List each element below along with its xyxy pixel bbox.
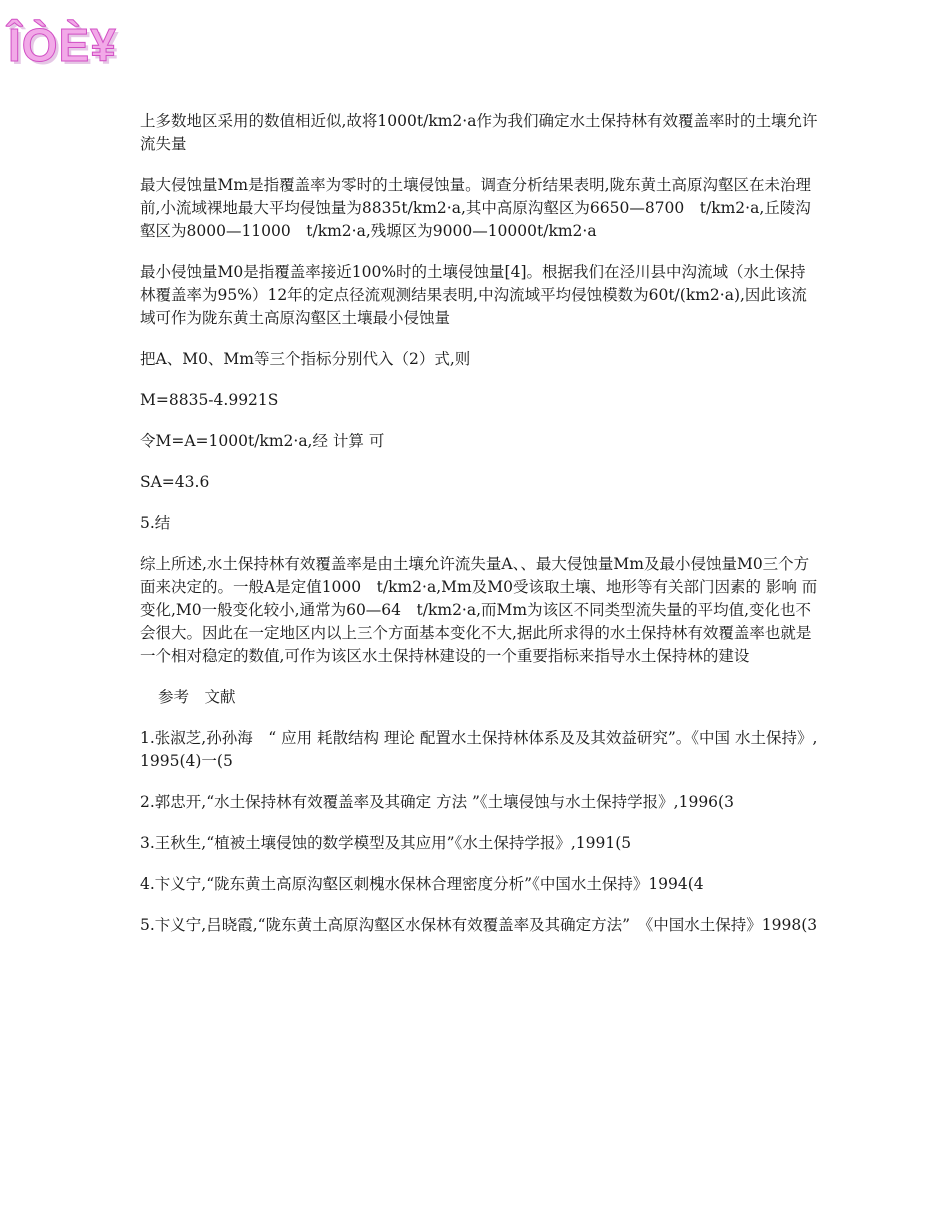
paragraph-calc: 令M=A=1000t/km2·a,经 计算 可 (140, 432, 385, 450)
equation-m: M=8835-4.9921S (140, 391, 279, 409)
reference-item: 1.张淑芝,孙孙海 “ 应用 耗散结构 理论 配置水土保持林体系及及其效益研究”。《中国 水土保持》,1995(4)一(5 (140, 729, 818, 770)
reference-item: 3.王秋生,“植被土壤侵蚀的数学模型及其应用”《水土保持学报》,1991(5 (140, 834, 632, 852)
paragraph-allowable-loss: 上多数地区采用的数值相近似,故将1000t/km2·a作为我们确定水土保持林有效覆盖率时的土壤允许流失量 (140, 112, 818, 153)
references-heading: 参考 文献 (158, 688, 236, 706)
reference-item: 2.郭忠开,“水土保持林有效覆盖率及其确定 方法 ”《土壤侵蚀与水土保持学报》,1996(3 (140, 793, 734, 811)
section-heading-conclusion: 5.结 (140, 514, 171, 532)
reference-item: 4.卞义宁,“陇东黄土高原沟壑区刺槐水保林合理密度分析”《中国水土保持》1994(4 (140, 875, 704, 893)
equation-sa: SA=43.6 (140, 473, 210, 491)
site-logo: ÎÒÈ¥ (8, 19, 117, 71)
paragraph-max-erosion: 最大侵蚀量Mm是指覆盖率为零时的土壤侵蚀量。调查分析结果表明,陇东黄土高原沟壑区在未治理前,小流域裸地最大平均侵蚀量为8835t/km2·a,其中高原沟壑区为6650—8700 t/km2·a,丘陵沟壑区为8000—11000 t/km2·a,残塬区为9000—10000t/km2·a (140, 176, 811, 240)
reference-item: 5.卞义宁,吕晓霞,“陇东黄土高原沟壑区水保林有效覆盖率及其确定方法” 《中国水土保持》1998(3 (140, 916, 818, 934)
paragraph-substitute: 把A、M0、Mm等三个指标分别代入（2）式,则 (140, 350, 471, 368)
paragraph-conclusion: 综上所述,水土保持林有效覆盖率是由土壤允许流失量A、、最大侵蚀量Mm及最小侵蚀量M0三个方面来决定的。一般A是定值1000 t/km2·a,Mm及M0受该取土壤、地形等有关部门因素的 影响 而变化,M0一般变化较小,通常为60—64 t/km2·a,而Mm为该区不同类型流失量的平均值,变化也不会很大。因此在一定地区内以上三个方面基本变化不大,据此所求得的水土保持林有效覆盖率也就是一个相对稳定的数值,可作为该区水土保持林建设的一个重要指标来指导水土保持林的建设 (140, 555, 818, 665)
article-body (140, 110, 820, 955)
paragraph-min-erosion: 最小侵蚀量M0是指覆盖率接近100%时的土壤侵蚀量[4]。根据我们在泾川县中沟流域（水土保持林覆盖率为95%）12年的定点径流观测结果表明,中沟流域平均侵蚀模数为60t/(km2·a),因此该流域可作为陇东黄土高原沟壑区土壤最小侵蚀量 (140, 263, 807, 327)
